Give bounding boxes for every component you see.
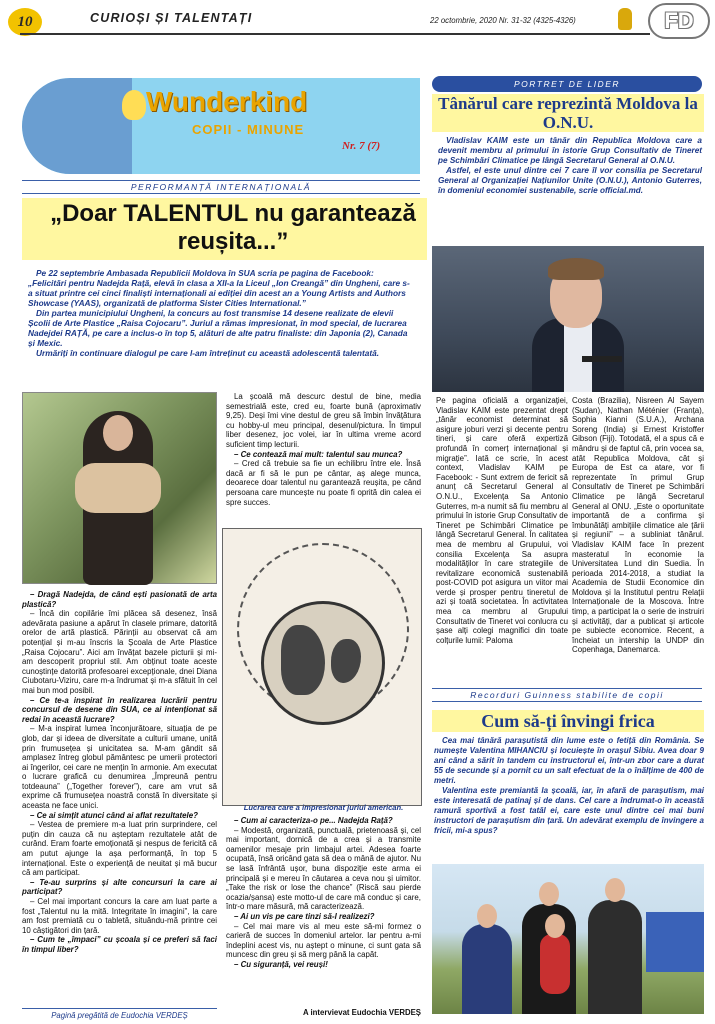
interview-answer: – Modestă, organizată, punctuală, prietenoasă și, cel mai important, dornică de a crea și a transmite oamenilor mesaje prin limbajul artei. Adesea foarte ocupată, însă oricând gata să dea o mână de ajutor. Nu se lasă înfrântă ușor, buna dispoziție este arma ei principală și e mereu în căutarea a ceva nou și uimitor. „Take the risk or lose the chance” (Riscă sau pierde ocazia/șansa) este motto-ul de care mă conduc și care, într-o mare măsură, mă caracterizează. [226, 825, 421, 912]
article-intro [438, 136, 702, 196]
interview-question: – Dragă Nadejda, de când ești pasionată de arta plastică? [22, 590, 217, 609]
section-tag: Recorduri Guinness stabilite de copii [432, 688, 702, 702]
lead-paragraph: Pe 22 septembrie Ambasada Republicii Moldova în SUA scria pe pagina de Facebook: „Felicitări pentru Nadejda Rață, elevă în clasa a XII-a la Liceul „Ion Creangă” din Ungheni, care s-a situat printre cei cinci finaliști internaționali ai ediției din acest an a Young Artists and Authors Showcase (YAAS), organizată de platforma Sister Cities International.” [28, 268, 410, 308]
article-column-c: Pe pagina oficială a organizației, Vladislav KAIM este prezentat drept „tânăr economist determinat să asigure joburi verzi și decente pentru tineri, și care oferă expertiză profundă în comerț internațional și migrație”. Iată ce scrie, în acest context, Vladislav KAIM pe Facebook: - Sunt extrem de fericit să anunț că Secretarul General al O.N.U., Excelența Sa Antonio Guterres, m-a numit să fiu membru al primului în istorie Grup Consultativ de Tineret pe Schimbări Climatice pe lângă Secretarul General. În calitatea mea de membru al Grupului, voi consilia Excelența Sa asupra modalităților în care strategiile de revitalizare economică sustenabilă post-COVID pot asigura un viitor mai verde și prosper pentru tineretul de azi și toată societatea. În activitatea mea ca membru al Grupului Consultativ de Tineret voi conlucra cu șase alți colegi magnifici din toate colțurile lumii: Paloma [436, 396, 568, 645]
intro-paragraph: Vladislav KAIM este un tânăr din Republica Moldova care a devenit membru al primului în istorie Grup Consultativ de Tineret pe Schimbări Climatice pe lângă Secretarul General al O.N.U. [438, 136, 702, 165]
interview-question: – Cu siguranță, vei reuși! [234, 959, 328, 969]
scarf-shape [75, 463, 161, 513]
interview-signature: A intervievat Eudochia VERDEȘ [303, 1008, 421, 1017]
person-shape [462, 924, 512, 1014]
interview-answer: – Cel mai mare vis al meu este să-mi formez o carieră de succes în domeniul artelor. Iar pentru a-mi îndeplini acest vis, nu aștept o minune, ci sunt gata să muncesc din greu și să merg până la capăt. [226, 921, 421, 960]
article-headline: Cum să-ți învingi frica [432, 710, 704, 732]
section-tag: PORTRET DE LIDER [432, 76, 702, 92]
hair-shape [548, 258, 604, 280]
banner-subtitle: COPII - MINUNE [192, 122, 305, 137]
interview-question: – Cum te „împaci” cu școala și ce preferi să faci în timpul liber? [22, 935, 217, 954]
page-credit: Pagină pregătită de Eudochia VERDEȘ [22, 1008, 217, 1020]
artwork-image [222, 528, 422, 806]
interview-column-b2 [226, 816, 421, 970]
interview-answer: – Cel mai important concurs la care am luat parte a fost „Talentul nu la mită. Integritate în imagini”, la care am fost premiată cu o tabletă, situându-mă printre cei 10 câștigători din țară. [22, 897, 217, 935]
banner-number: Nr. 7 (7) [342, 140, 381, 152]
wunderkind-banner [22, 78, 420, 174]
page-number: 10 [8, 8, 42, 36]
parachute-photo [432, 864, 704, 1014]
person-head [539, 882, 559, 906]
article-intro [434, 736, 704, 836]
child-shape [540, 934, 570, 994]
head-silhouette-icon [22, 78, 132, 174]
artwork-caption: Lucrarea care a impresionat juriul american. [243, 803, 404, 812]
interview-question: – Cum ai caracteriza-o pe... Nadejda Rață? [234, 816, 393, 825]
intro-paragraph: Cea mai tânără parașutistă din lume este o fetiță din România. Se numește Valentina MIHANCIU și locuiește în orașul Sibiu. Avea doar 9 ani când a sărit în tandem cu instructorul ei, într-un zbor care a durat 55 de secunde și a pornit cu un salt efectuat de la o înălțime de 400 de metri. [434, 736, 704, 785]
bottle-icon [618, 8, 632, 30]
interview-question: – Ce te-a inspirat în realizarea lucrării pentru concursul de desene din SUA, ce ai intenționat să redai în această lucrare? [22, 695, 217, 724]
person-head [545, 914, 565, 938]
section-tag: PERFORMANȚĂ INTERNAȚIONALĂ [22, 180, 420, 194]
tent-shape [646, 912, 704, 972]
section-title: CURIOȘI ȘI TALENTAȚI [90, 11, 253, 25]
lead-paragraph: Urmăriți în continuare dialogul pe care l-am întreținut cu această adolescentă talentată. [36, 348, 380, 358]
interview-answer: La școală mă descurc destul de bine, media semestrială este, cred eu, foarte bună (aproximativ 9,25). Deși îmi vine destul de greu să îmbin învățătura cu hobby-ul meu principal, desenul/pictura. În timpul liber desenez, joc volei, iar în ultima vreme acord suficient timp lecturii. [226, 392, 421, 449]
interview-answer: – Cred că trebuie sa fie un echilibru între ele. Însă dacă ar fi să le pun pe cântar, aș alege munca, deoarece doar talentul nu garantează reușita, pe când persoana care muncește nu poate fi oprită din calea ei spre succes. [226, 459, 421, 507]
article-lead [28, 268, 413, 358]
article-headline: Tânărul care reprezintă Moldova la O.N.U. [432, 94, 704, 132]
microphone-icon [582, 356, 622, 362]
banner-title: Wunderkind [146, 86, 308, 117]
interview-answer: – Încă din copilărie îmi plăcea să desenez, însă adevărata pasiune a apărut în clasele primare, datorită orelor de artă plastică. Părinții au observat că am potențial și m-au înscris la Școala de Arte Plastice „Raisa Cojocaru”. Aici am învățat bazele picturii și mi-am descoperit propriul stil. Am obținut toate aceste cunoștințe datorită profesoarei excepționale, dnei Diana Ciubotaru-Viziru, care m-a îndrumat și m-a sfătuit în cel mai bun mod posibil. [22, 609, 217, 695]
interview-column-b [226, 392, 421, 507]
interview-question: – Te-au surprins și alte concursuri la care ai participat? [22, 877, 217, 897]
person-head [477, 904, 497, 928]
interview-question: – Ai un vis pe care tinzi să-l realizezi? [234, 911, 375, 921]
face-shape [103, 415, 133, 451]
interview-column-a [22, 590, 217, 955]
lead-paragraph: Din partea municipiului Ungheni, la concurs au fost transmise 14 desene realizate de elevii Școlii de Arte Plastice „Raisa Cojocaru”. Juriul a rămas impresionat, în mod special, de lucrarea Nadejdei RAȚĂ, pe care a inclus-o în top 5, alături de alte patru finaliste: din Japonia (2), Canada și Mexic. [28, 308, 408, 348]
interview-question: – Ce ai simțit atunci când ai aflat rezultatele? [30, 810, 198, 820]
interview-answer: – Vestea de premiere m-a luat prin surprindere, cel puțin din cauza că nu așteptam rezultatele atât de curând. Eram foarte emoționată și nespus de fericită că am putut ajunge la așa performanță, în top 5 internațional. Este o experiență de neuitat și mă bucur că am participat. [22, 820, 217, 878]
newspaper-logo: FD [648, 3, 710, 39]
intro-paragraph: Valentina este premiantă la școală, iar, în afară de parașutism, mai este interesată de patinaj și de dans. Cel care a îndrumat-o în această ramură sportivă a fost tatăl ei, care este unul dintre cei mai buni instructori de parașutism din țară. Un adevărat exemplu de învingere a fricii, mi-a spus? [434, 786, 704, 835]
leader-photo [432, 246, 704, 392]
article-headline: „Doar TALENTUL nu garantează reușita...” [50, 200, 416, 255]
interview-answer: – M-a inspirat lumea înconjurătoare, situația de pe glob, dar și ideea de diversitate a culturii umane, unită prin frumusețea și unicitatea sa. M-am gândit să amplasez întreg globul pământesc pe umerii protectori ai îngerilor, cei care ne mențin în armonie. Am executat o lucrare grafică cu denumirea „Împreună pentru totdeauna” („Together forever”), care am vrut să exprime că frumusețea noastră constă în diversitate și aceasta ne face unici. [22, 724, 217, 811]
portrait-photo [22, 392, 217, 584]
lightbulb-icon [122, 90, 146, 120]
article-column-d: Costa (Brazilia), Nisreen Al Sayem (Sudan), Nathan Méténier (Franța), Sophia Kianni (S.U.A.), Archana Soreng (India) și Ernest Kristoffer Gibson (Fiji). Totodată, el a spus că e mândru și de faptul că, prin vocea sa, atât Republica Moldova, cât și Europa de Est ca atare, vor fi reprezentate în primul Grup Consultativ de Tineret pe Schimbări Climatice pe lângă Secretarul General al ONU. „Este o oportunitate importantă de a confirma și îmbunătăți ambițiile climatice ale țării și regiunii” – a subliniat tânărul. Vladislav KAIM face în prezent masteratul în economie la Universitatea Lund din Suedia. În perioada 2014-2018, a studiat la Academia de Studii Economice din Moldova și la Institutul pentru Relații Internaționale de la Moscova. Între timp, a participat la o serie de instruiri și activități, dar a publicat și articole pe subiecte economice. Recent, a încheiat un intership la UNDP din Copenhaga, Danemarca. [572, 396, 704, 655]
issue-date: 22 octombrie, 2020 Nr. 31-32 (4325-4326) [430, 16, 576, 25]
intro-paragraph: Astfel, el este unul dintre cei 7 care îl vor consilia pe Secretarul General al Organizației Națiunilor Unite (O.N.U.), Antonio Guterres, în domeniul economiei sustenabile, scrie official.md. [438, 166, 702, 195]
interview-question: – Ce contează mai mult: talentul sau munca? [234, 449, 403, 459]
person-shape [588, 900, 642, 1014]
header-rule [20, 33, 650, 35]
person-head [605, 878, 625, 902]
